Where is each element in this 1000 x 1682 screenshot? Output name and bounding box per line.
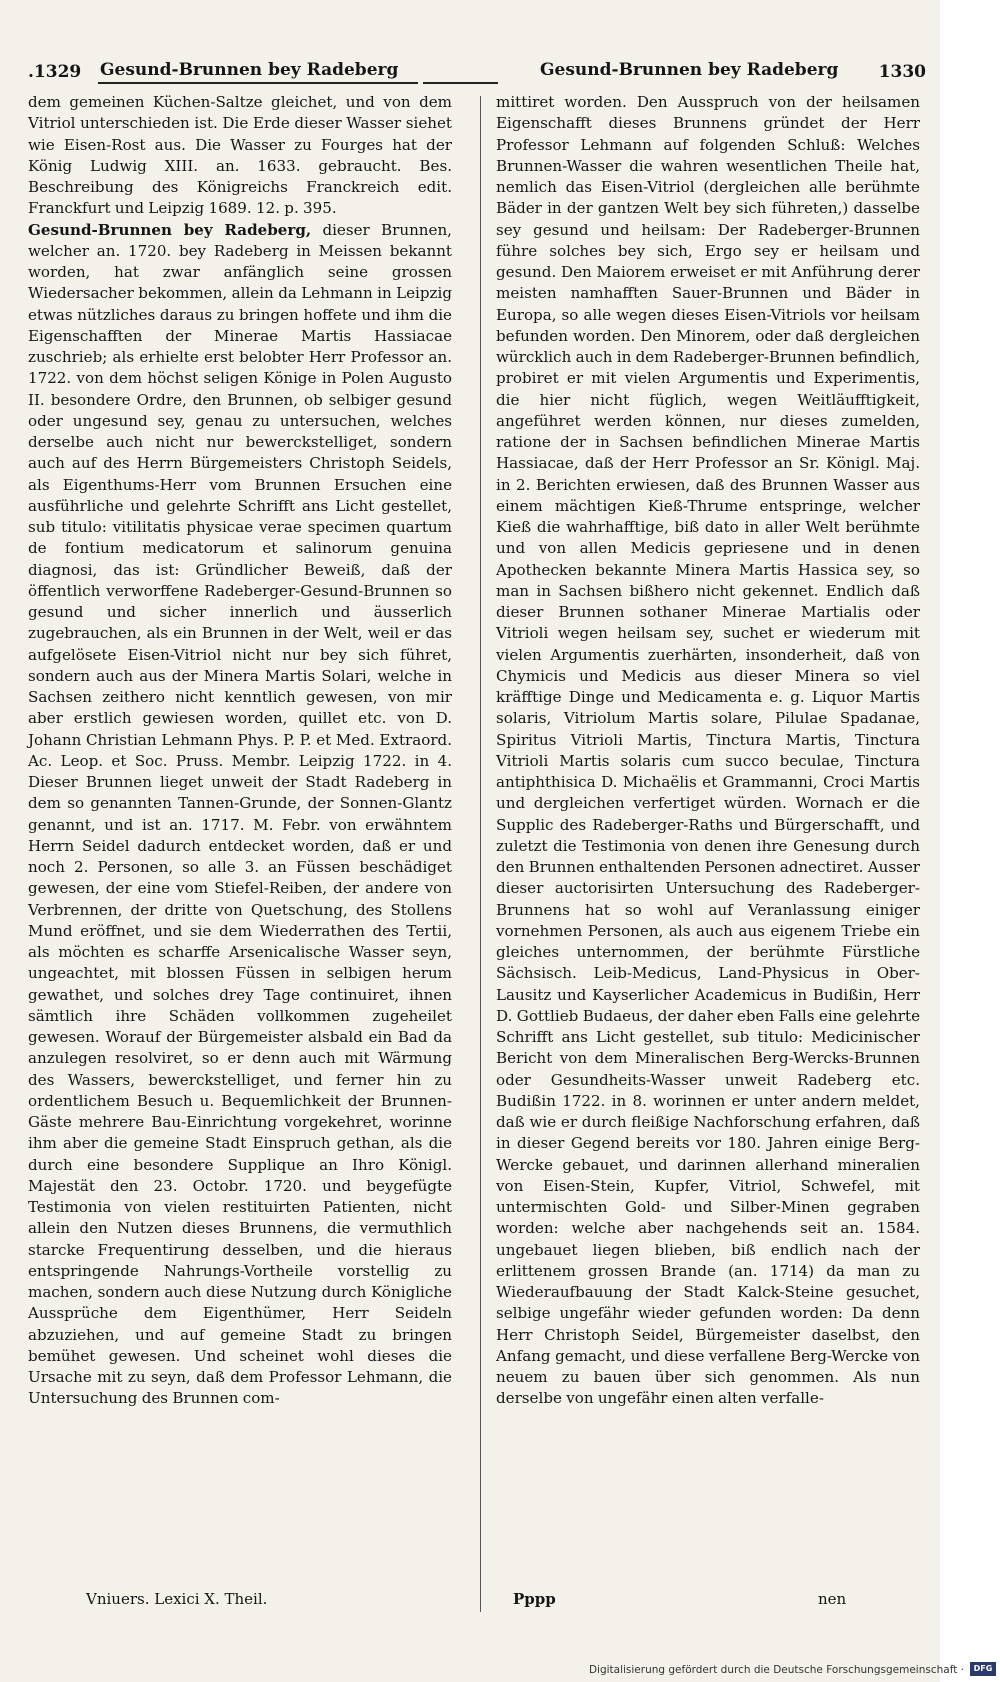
entry-lemma: Gesund-Brunnen bey Radeberg,	[28, 220, 312, 239]
lexicon-page	[28, 52, 928, 1622]
signature-mark: Pppp	[513, 1590, 556, 1608]
left-column	[28, 92, 452, 1410]
volume-line: Vniuers. Lexici X. Theil.	[86, 1590, 268, 1608]
left-running-title: Gesund-Brunnen bey Radeberg	[100, 60, 399, 80]
center-header-rule	[423, 82, 498, 84]
right-page-number: 1330	[878, 62, 926, 82]
entry-paragraph	[28, 220, 452, 1410]
dfg-logo: DFG	[970, 1662, 996, 1676]
right-column	[496, 92, 920, 1410]
digitization-credit: Digitalisierung gefördert durch die Deutsche Forschungsgemeinschaft ·	[588, 1664, 964, 1676]
left-header-rule	[98, 82, 418, 84]
right-running-head	[488, 58, 928, 88]
entry-text: dieser Brunnen, welcher an. 1720. bey Radeberg in Meissen bekannt worden, hat zwar anfänglich seine grossen Wiedersacher bekommen, allein da Lehmann in Leipzig etwas nützliches daraus zu bringen hoffete und ihm die Eigenschafften der Minerae Martis Hassiacae zuschrieb; als erhielte erst belobter Herr Professor an. 1722. von dem höchst seligen Könige in Polen Augusto II. besondere Ordre, den Brunnen, ob selbiger gesund oder ungesund sey, genau zu untersuchen, welches derselbe auch nicht nur bewerckstelliget, sondern auch auf des Herrn Bürgemeisters Christoph Seidels, als Eigenthums-Herr vom Brunnen Ersuchen eine ausführliche und gelehrte Schrifft ans Licht gestellet, sub titulo: vitilitatis physicae verae specimen quartum de fontium medicatorum et salinorum genuina diagnosi, das ist: Gründlicher Beweiß, daß der öffentlich verworffene Radeberger-Gesund-Brunnen so gesund und sicher innerlich und äusserlich zugebrauchen, als ein Brunnen in der Welt, weil er das aufgelösete Eisen-Vitriol nicht nur bey sich führet, sondern auch aus der Minera Martis Solari, welche in Sachsen zeithero nicht kenntlich gewesen, von mir aber erstlich gewiesen worden, quillet etc. von D. Johann Christian Lehmann Phys. P. P. et Med. Extraord. Ac. Leop. et Soc. Pruss. Membr. Leipzig 1722. in 4. Dieser Brunnen lieget unweit der Stadt Radeberg in dem so genannten Tannen-Grunde, der Sonnen-Glantz genannt, und ist an. 1717. M. Febr. von erwähntem Herrn Seidel dadurch entdecket worden, daß er und noch 2. Personen, so alle 3. an Füssen beschädiget gewesen, der eine vom Stiefel-Reiben, der andere von Verbrennen, der dritte von Quetschung, des Stollens Mund eröffnet, und sie dem Wiederrathen des Tertii, als möchten es scharffe Arsenicalische Wasser seyn, ungeachtet, mit blossen Füssen in selbigen herum gewathet, und solches drey Tage continuiret, ihnen sämtlich ihre Schäden vollkommen zugeheilet gewesen. Worauf der Bürgemeister alsbald ein Bad da anzulegen resolviret, so er denn auch mit Wärmung des Wassers, bewerckstelliget, und ferner hin zu ordentlichem Besuch u. Bequemlichkeit der Brunnen-Gäste mehrere Bau-Einrichtung vorgekehret, worinne ihm aber die gemeine Stadt Einspruch gethan, als die durch eine besondere Supplique an Ihro Königl. Majestät den 23. Octobr. 1720. und beygefügte Testimonia von vielen restituirten Patienten, nicht allein den Nutzen dieses Brunnens, die vermuthlich starcke Frequentirung desselben, und die hieraus entspringende Nahrungs-Vortheile vorstellig zu machen, sondern auch diese Nutzung durch Königliche Aussprüche dem Eigenthümer, Herr Seideln abzuziehen, und auf gemeine Stadt zu bringen bemühet gewesen. Und scheinet wohl dieses die Ursache mit zu seyn, daß dem Professor Lehmann, die Untersuchung des Brunnen com-	[28, 220, 452, 1408]
right-column-text: mittiret worden. Den Ausspruch von der heilsamen Eigenschafft dieses Brunnens gründet der Herr Professor Lehmann auf folgenden Schluß: Welches Brunnen-Wasser die wahren wesentlichen Theile hat, nemlich das Eisen-Vitriol (dergleichen alle berühmte Bäder in der gantzen Welt bey sich führeten,) dasselbe sey gesund und heilsam: Der Radeberger-Brunnen führe solches bey sich, Ergo sey er heilsam und gesund. Den Maiorem erweiset er mit Anführung derer meisten namhafften Sauer-Brunnen und Bäder in Europa, so alle wegen dieses Eisen-Vitriols vor heilsam befunden worden. Den Minorem, oder daß dergleichen würcklich auch in dem Radeberger-Brunnen befindlich, probiret er mit vielen Argumentis und Experimentis, die hier nicht füglich, wegen Weitläufftigkeit, angeführet werden können, nur dieses zumelden, ratione der in Sachsen befindlichen Minerae Martis Hassiacae, daß der Herr Professor an Sr. Königl. Maj. in 2. Berichten erwiesen, daß des Brunnen Wasser aus einem mächtigen Kieß-Thrume entspringe, welcher Kieß die wahrhafftige, biß dato in aller Welt berühmte und von allen Medicis gepriesene und in denen Apothecken bekannte Minera Martis Hassica sey, so man in Sachsen bißhero nicht gekennet. Endlich daß dieser Brunnen sothaner Minerae Martialis oder Vitrioli wegen heilsam sey, suchet er wiederum mit vielen Argumentis zuerhärten, insonderheit, daß von Chymicis und Medicis aus dieser Minera so viel kräfftige Dinge und Medicamenta e. g. Liquor Martis solaris, Vitriolum Martis solare, Pilulae Spadanae, Spiritus Vitrioli Martis, Tinctura Martis, Tinctura Vitrioli Martis solaris cum succo beculae, Tinctura antiphthisica D. Michaëlis et Grammanni, Croci Martis und dergleichen verfertiget würden. Wornach er die Supplic des Radeberger-Raths und Bürgerschafft, und zuletzt die Testimonia von denen ihre Genesung durch den Brunnen enthaltenden Personen adnectiret. Ausser dieser auctorisirten Untersuchung des Radeberger-Brunnens hat so wohl auf Veranlassung einiger vornehmen Personen, als auch aus eigenem Triebe ein gleiches unternommen, der berühmte Fürstliche Sächsisch. Leib-Medicus, Land-Physicus in Ober-Lausitz und Kayserlicher Academicus in Budißin, Herr D. Gottlieb Budaeus, der daher eben Falls eine gelehrte Schrifft ans Licht gestellet, sub titulo: Medicinischer Bericht von dem Mineralischen Berg-Wercks-Brunnen oder Gesundheits-Wasser unweit Radeberg etc. Budißin 1722. in 8. worinnen er unter andern meldet, daß wie er durch fleißige Nachforschung erfahren, daß in dieser Gegend bereits vor 180. Jahren einige Berg-Wercke gebauet, und darinnen allerhand mineralien von Eisen-Stein, Kupfer, Vitriol, Schwefel, mit untermischten Gold- und Silber-Minen gegraben worden: welche aber nachgehends seit an. 1584. ungebauet liegen blieben, biß endlich nach der erlittenem grossen Brande (an. 1714) da man zu Wiederaufbauung der Stadt Kalck-Steine gesuchet, selbige ungefähr wieder gefunden worden: Da denn Herr Christoph Seidel, Bürgemeister daselbst, den Anfang gemacht, und diese verfallene Berg-Wercke von neuem zu bauen über sich genommen. Als nun derselbe von ungefähr einen alten verfalle-	[496, 93, 920, 1408]
catchword: nen	[818, 1590, 847, 1608]
column-divider	[480, 96, 481, 1612]
paragraph-continuation: dem gemeinen Küchen-Saltze gleichet, und von dem Vitriol unterschieden ist. Die Erde dieser Wasser siehet wie Eisen-Rost aus. Die Wasser zu Fourges hat der König Ludwig XIII. an. 1633. gebraucht. Bes. Beschreibung des Königreichs Franckreich edit. Franckfurt und Leipzig 1689. 12. p. 395.	[28, 93, 452, 218]
left-page-number: .1329	[28, 62, 82, 82]
right-running-title: Gesund-Brunnen bey Radeberg	[540, 60, 839, 80]
